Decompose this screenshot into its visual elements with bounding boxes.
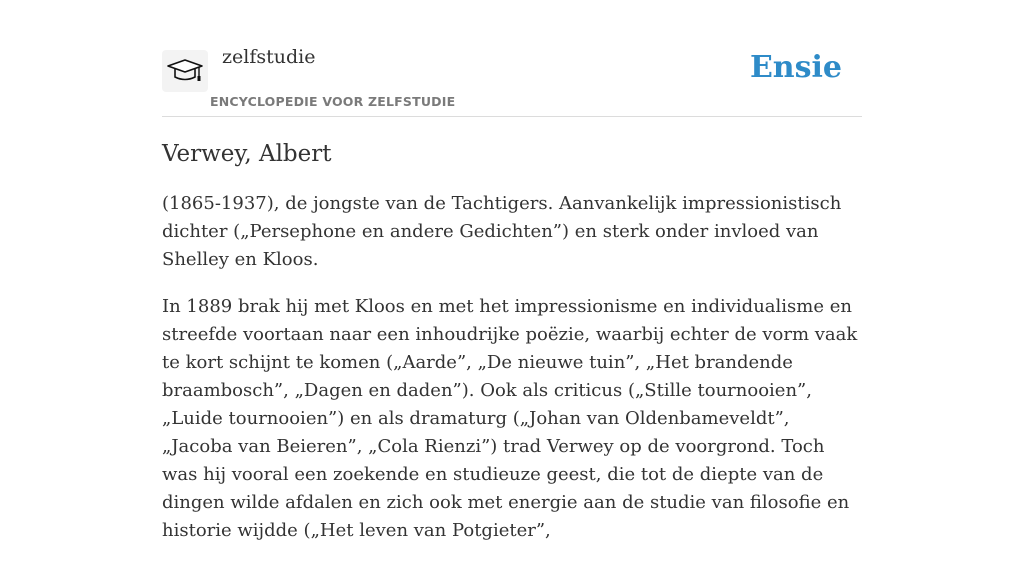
site-logo[interactable]: [162, 50, 208, 92]
site-tagline: ENCYCLOPEDIE VOOR ZELFSTUDIE: [210, 94, 456, 109]
article: [162, 138, 864, 564]
article-title: Verwey, Albert: [162, 141, 332, 167]
brand-logo[interactable]: Ensie: [749, 50, 842, 85]
article-paragraph: (1865-1937), de jongste van de Tachtigers. Aanvankelijk impressionistisch dichter („Persephone en andere Gedichten”) en sterk onder invloed van Shelley en Kloos.: [162, 193, 842, 270]
site-name[interactable]: zelfstudie: [222, 46, 316, 68]
site-header: [162, 40, 862, 117]
article-paragraph: In 1889 brak hij met Kloos en met het impressionisme en individualisme en streefde voortaan naar een inhoudrijke poëzie, waarbij echter de vorm vaak te kort schijnt te komen („Aarde”, „De nieuwe tuin”, „Het brandende braambosch”, „Dagen en daden”). Ook als criticus („Stille tournooien”, „Luide tournooien”) en als dramaturg („Johan van Oldenbameveldt”, „Jacoba van Beieren”, „Cola Rienzi”) trad Verwey op de voorgrond. Toch was hij vooral een zoekende en studieuze geest, die tot de diepte van de dingen wilde afdalen en zich ook met energie aan de studie van filosofie en historie wijdde („Het leven van Potgieter”,: [162, 296, 858, 541]
